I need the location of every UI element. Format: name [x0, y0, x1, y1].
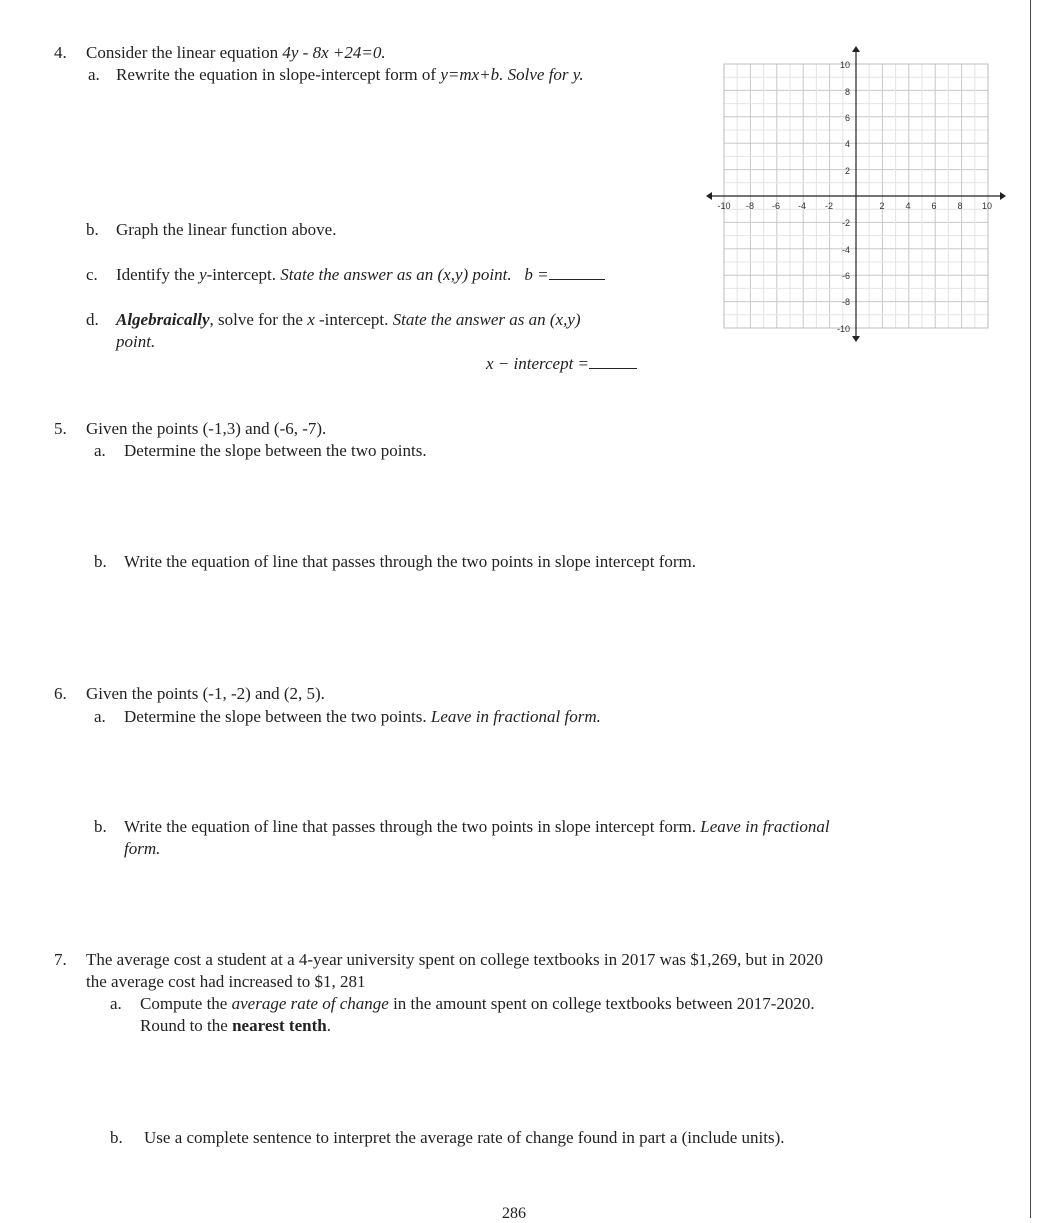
q7a-label: a.: [110, 994, 122, 1013]
q4-number: 4.: [54, 43, 67, 62]
q5b-label: b.: [94, 552, 107, 571]
page-number: 286: [502, 1205, 526, 1222]
q4a-text: Rewrite the equation in slope-intercept form of y=mx+b. Solve for y.: [116, 65, 584, 84]
y-axis-down-arrow: [852, 336, 860, 342]
q7-stem-line1: The average cost a student at a 4-year university spent on college textbooks in 2017 was $1,269, but in 2020: [86, 950, 823, 969]
x-tick-label: -6: [771, 201, 781, 211]
x-tick-label: -8: [745, 201, 755, 211]
q7a-text: Compute the average rate of change in the amount spent on college textbooks between 2017-2020.: [140, 994, 815, 1013]
q5-stem: Given the points (-1,3) and (-6, -7).: [86, 419, 327, 438]
y-tick-label: 2: [844, 166, 850, 176]
x-tick-label: -10: [717, 201, 731, 211]
q4c-answer-label: b =: [524, 265, 549, 284]
x-tick-label: 10: [981, 201, 993, 211]
x-tick-label: 4: [905, 201, 911, 211]
q6b-text-cont: form.: [124, 839, 161, 858]
y-tick-label: -8: [841, 297, 850, 307]
y-axis-up-arrow: [852, 46, 860, 52]
q4b-label: b.: [86, 220, 99, 239]
q5-number: 5.: [54, 419, 67, 438]
coordinate-grid[interactable]: [700, 40, 1010, 350]
q6-number: 6.: [54, 684, 67, 703]
q4b-text: Graph the linear function above.: [116, 220, 337, 239]
q7a-text-cont: Round to the nearest tenth.: [140, 1016, 331, 1035]
q6b-text: Write the equation of line that passes through the two points in slope intercept form. Leave in fractional: [124, 817, 830, 836]
y-tick-label: 10: [839, 60, 850, 70]
q7b-label: b.: [110, 1128, 123, 1147]
q7b-text: Use a complete sentence to interpret the average rate of change found in part a (include units).: [144, 1128, 785, 1147]
y-tick-label: 4: [844, 139, 850, 149]
x-tick-label: 6: [931, 201, 937, 211]
q5a-text: Determine the slope between the two points.: [124, 441, 427, 460]
y-tick-label: 8: [844, 87, 850, 97]
x-axis-left-arrow: [706, 192, 712, 200]
y-tick-label: -2: [841, 218, 850, 228]
q4c-label: c.: [86, 265, 98, 284]
q7-number: 7.: [54, 950, 67, 969]
q4d-text-cont: point.: [116, 332, 156, 351]
q6a-text: Determine the slope between the two points. Leave in fractional form.: [124, 707, 601, 726]
q4d-label: d.: [86, 310, 99, 329]
y-tick-label: -4: [841, 245, 850, 255]
q4d-text: Algebraically, solve for the x -intercept. State the answer as an (x,y): [116, 310, 581, 329]
y-tick-label: -6: [841, 271, 850, 281]
x-tick-label: 2: [879, 201, 885, 211]
q6a-label: a.: [94, 707, 106, 726]
q4d-answer: x − intercept =: [486, 353, 637, 375]
q4c-text: Identify the y-intercept. State the answer as an (x,y) point. b =: [116, 264, 605, 286]
y-tick-label: 6: [844, 113, 850, 123]
x-tick-label: -4: [797, 201, 807, 211]
q6b-label: b.: [94, 817, 107, 836]
x-tick-label: -2: [824, 201, 834, 211]
y-tick-label: -10: [836, 324, 850, 334]
x-axis-right-arrow: [1000, 192, 1006, 200]
page-right-border: [1030, 0, 1031, 1218]
q5a-label: a.: [94, 441, 106, 460]
q4a-label: a.: [88, 65, 100, 84]
q4d-answer-blank[interactable]: [589, 354, 637, 369]
q4-stem: Consider the linear equation 4y - 8x +24=0.: [86, 43, 386, 62]
q4c-answer-blank[interactable]: [549, 265, 605, 280]
x-tick-label: 8: [957, 201, 963, 211]
q5b-text: Write the equation of line that passes through the two points in slope intercept form.: [124, 552, 696, 571]
q7-stem-line2: the average cost had increased to $1, 281: [86, 972, 366, 991]
q6-stem: Given the points (-1, -2) and (2, 5).: [86, 684, 325, 703]
